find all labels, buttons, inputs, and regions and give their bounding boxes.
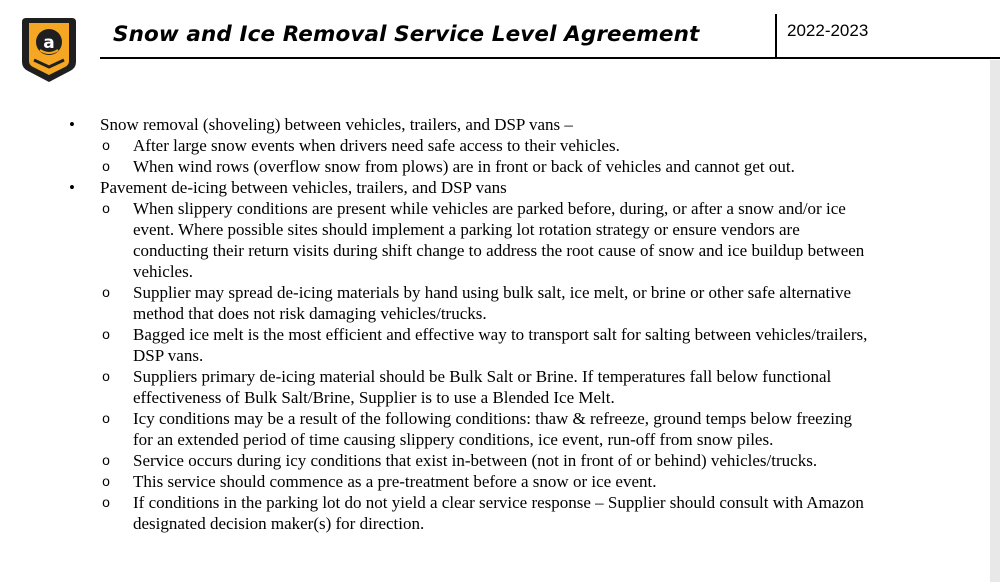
scrollbar-track[interactable] <box>990 60 1000 582</box>
list-item <box>0 366 873 408</box>
list-item <box>0 198 873 282</box>
list-item-text: Supplier may spread de-icing materials by hand using bulk salt, ice melt, or brine or other safe alternative method that does not risk damaging vehicles/trucks. <box>133 283 852 323</box>
list-item <box>0 156 873 177</box>
sub-bullet-marker: o <box>102 410 110 426</box>
bullet-marker: • <box>69 115 75 134</box>
sub-bullet-marker: o <box>102 200 110 216</box>
list-item-text: When wind rows (overflow snow from plows) are in front or back of vehicles and cannot get out. <box>133 157 795 176</box>
sub-bullet-marker: o <box>102 452 110 468</box>
list-item-text: After large snow events when drivers need safe access to their vehicles. <box>133 136 620 155</box>
list-item <box>0 408 873 450</box>
list-item-text: When slippery conditions are present while vehicles are parked before, during, or after a snow and/or ice event. Where possible sites should implement a parking lot rotation strategy or ensure vendors are conducting their return visits during shift change to address the root cause of snow and ice buildup between vehicles. <box>133 199 865 281</box>
sub-bullet-marker: o <box>102 368 110 384</box>
header-rule <box>100 57 1000 59</box>
sub-bullet-marker: o <box>102 284 110 300</box>
list-item-text: This service should commence as a pre-treatment before a snow or ice event. <box>133 472 657 491</box>
section-pavement-deicing <box>0 177 990 198</box>
section-text: Snow removal (shoveling) between vehicles, trailers, and DSP vans – <box>100 115 573 134</box>
document-body <box>0 114 990 534</box>
list-item <box>0 135 873 156</box>
sub-bullet-marker: o <box>102 137 110 153</box>
list-item <box>0 282 873 324</box>
header-divider <box>775 14 777 58</box>
sub-bullet-marker: o <box>102 326 110 342</box>
sub-bullet-marker: o <box>102 494 110 510</box>
section-snow-removal <box>0 114 990 135</box>
list-item-text: Suppliers primary de-icing material should be Bulk Salt or Brine. If temperatures fall below functional effectiveness of Bulk Salt/Brine, Supplier is to use a Blended Ice Melt. <box>133 367 832 407</box>
list-item-text: Icy conditions may be a result of the following conditions: thaw & refreeze, ground temps below freezing for an extended period of time causing slippery conditions, ice event, run-off from snow piles. <box>133 409 852 449</box>
list-item-text: Service occurs during icy conditions that exist in-between (not in front of or behind) vehicles/trucks. <box>133 451 818 470</box>
bullet-marker: • <box>69 178 75 197</box>
list-item <box>0 471 873 492</box>
sub-bullet-marker: o <box>102 158 110 174</box>
list-item-text: If conditions in the parking lot do not yield a clear service response – Supplier should consult with Amazon designated decision maker(s) for direction. <box>133 493 864 533</box>
list-item <box>0 492 873 534</box>
list-item <box>0 450 873 471</box>
list-item <box>0 324 873 366</box>
logo-letter: a <box>43 33 55 53</box>
list-item-text: Bagged ice melt is the most efficient and effective way to transport salt for salting between vehicles/trailers, DSP vans. <box>133 325 868 365</box>
section-text: Pavement de-icing between vehicles, trailers, and DSP vans <box>100 178 507 197</box>
year-label: 2022-2023 <box>787 21 869 40</box>
document-title: Snow and Ice Removal Service Level Agreement <box>113 22 700 47</box>
sub-bullet-marker: o <box>102 473 110 489</box>
amazon-logo-icon <box>20 14 78 84</box>
